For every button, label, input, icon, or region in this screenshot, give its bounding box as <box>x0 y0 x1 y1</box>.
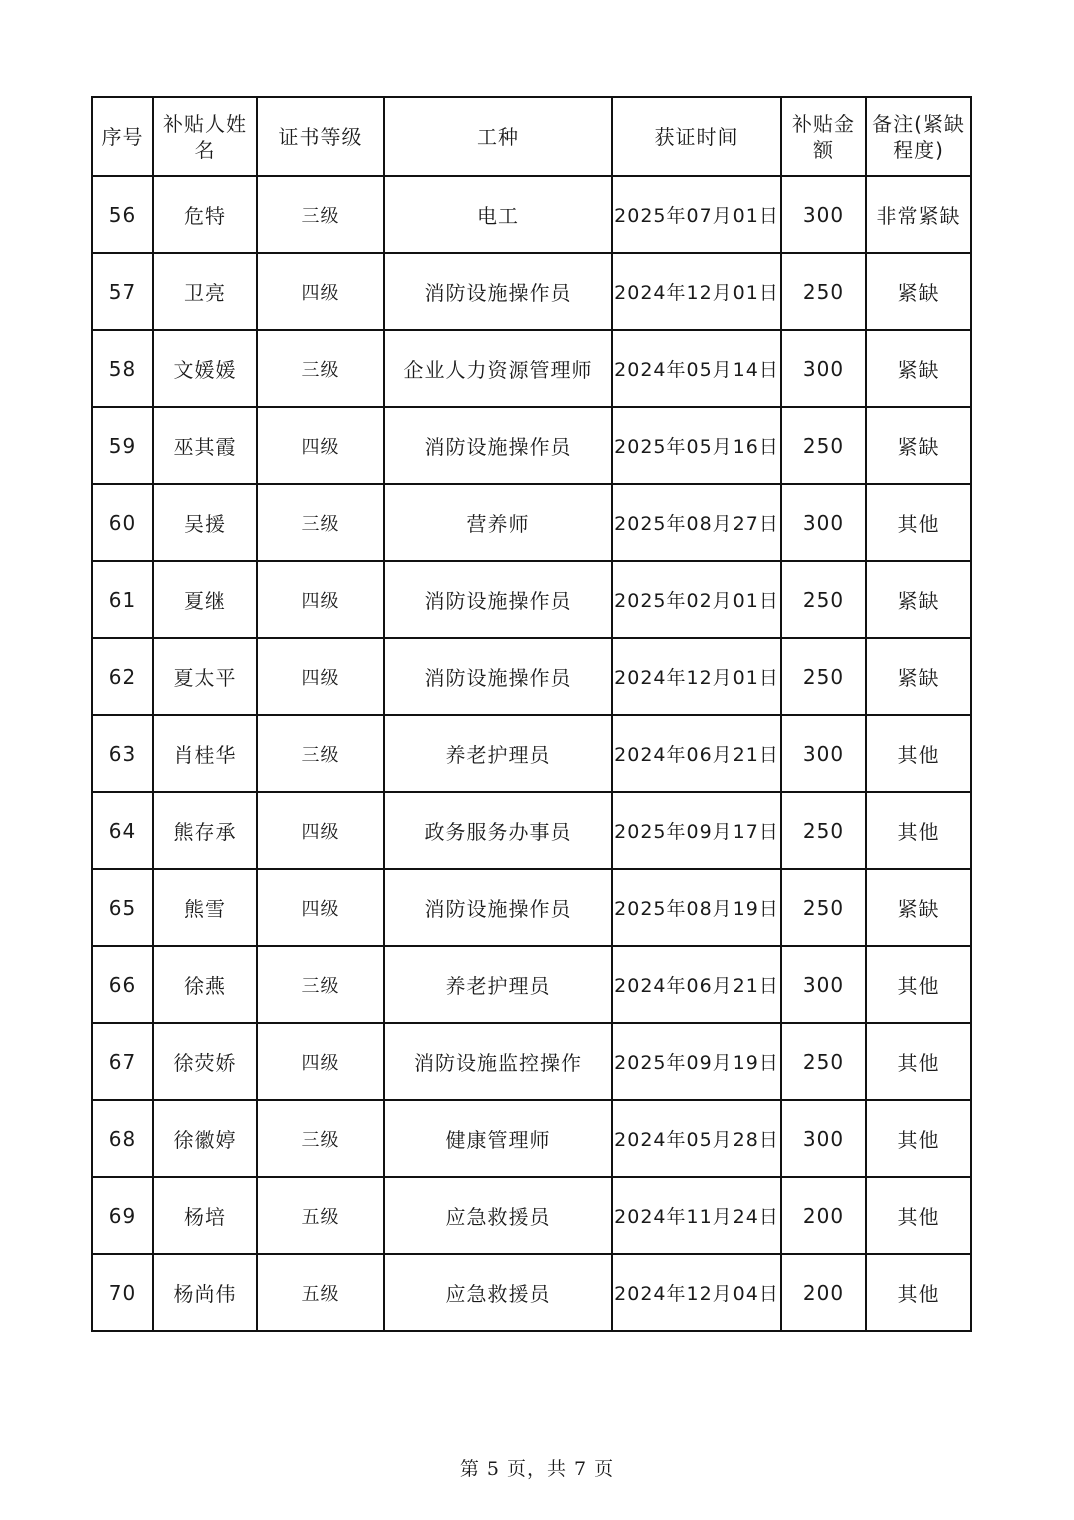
table-row <box>92 407 971 484</box>
cell-amount: 300 <box>781 484 866 561</box>
cell-trade: 消防设施操作员 <box>384 638 612 715</box>
table-row <box>92 561 971 638</box>
cell-date: 2025年07月01日 <box>612 176 781 253</box>
header-amount: 补贴金额 <box>781 97 866 176</box>
table-row <box>92 1177 971 1254</box>
header-date: 获证时间 <box>612 97 781 176</box>
table-row <box>92 253 971 330</box>
cell-note: 其他 <box>866 946 971 1023</box>
cell-note: 紧缺 <box>866 869 971 946</box>
cell-no: 61 <box>92 561 153 638</box>
table-row <box>92 1254 971 1331</box>
table-row <box>92 1100 971 1177</box>
cell-trade: 健康管理师 <box>384 1100 612 1177</box>
subsidy-table <box>91 96 972 1332</box>
table-row <box>92 715 971 792</box>
cell-no: 63 <box>92 715 153 792</box>
header-name: 补贴人姓名 <box>153 97 257 176</box>
table-header-row <box>92 97 971 176</box>
cell-note: 非常紧缺 <box>866 176 971 253</box>
cell-name: 杨培 <box>153 1177 257 1254</box>
cell-grade: 四级 <box>257 792 384 869</box>
cell-name: 卫亮 <box>153 253 257 330</box>
cell-note: 其他 <box>866 1177 971 1254</box>
cell-amount: 250 <box>781 792 866 869</box>
cell-amount: 300 <box>781 176 866 253</box>
cell-grade: 四级 <box>257 407 384 484</box>
cell-amount: 250 <box>781 869 866 946</box>
cell-date: 2024年05月28日 <box>612 1100 781 1177</box>
cell-note: 其他 <box>866 1023 971 1100</box>
cell-date: 2024年05月14日 <box>612 330 781 407</box>
page-footer: 第 5 页，共 7 页 <box>459 1458 615 1480</box>
cell-trade: 养老护理员 <box>384 946 612 1023</box>
cell-date: 2025年08月19日 <box>612 869 781 946</box>
cell-no: 69 <box>92 1177 153 1254</box>
cell-no: 68 <box>92 1100 153 1177</box>
cell-note: 紧缺 <box>866 638 971 715</box>
cell-grade: 三级 <box>257 330 384 407</box>
cell-trade: 消防设施操作员 <box>384 407 612 484</box>
cell-date: 2025年08月27日 <box>612 484 781 561</box>
table-row <box>92 176 971 253</box>
cell-grade: 三级 <box>257 484 384 561</box>
cell-trade: 营养师 <box>384 484 612 561</box>
cell-date: 2024年11月24日 <box>612 1177 781 1254</box>
cell-note: 其他 <box>866 1100 971 1177</box>
cell-name: 熊雪 <box>153 869 257 946</box>
cell-amount: 300 <box>781 715 866 792</box>
cell-trade: 应急救援员 <box>384 1177 612 1254</box>
table-body <box>92 176 971 1331</box>
cell-amount: 250 <box>781 253 866 330</box>
cell-trade: 政务服务办事员 <box>384 792 612 869</box>
cell-name: 徐徽婷 <box>153 1100 257 1177</box>
cell-grade: 四级 <box>257 1023 384 1100</box>
header-grade: 证书等级 <box>257 97 384 176</box>
cell-grade: 五级 <box>257 1177 384 1254</box>
cell-no: 60 <box>92 484 153 561</box>
cell-name: 吴援 <box>153 484 257 561</box>
cell-trade: 消防设施监控操作 <box>384 1023 612 1100</box>
header-note: 备注(紧缺程度) <box>866 97 971 176</box>
cell-grade: 四级 <box>257 561 384 638</box>
cell-note: 紧缺 <box>866 407 971 484</box>
cell-date: 2025年02月01日 <box>612 561 781 638</box>
cell-grade: 四级 <box>257 253 384 330</box>
cell-no: 67 <box>92 1023 153 1100</box>
cell-trade: 企业人力资源管理师 <box>384 330 612 407</box>
cell-grade: 五级 <box>257 1254 384 1331</box>
cell-trade: 消防设施操作员 <box>384 253 612 330</box>
cell-name: 夏太平 <box>153 638 257 715</box>
cell-name: 危特 <box>153 176 257 253</box>
cell-grade: 四级 <box>257 638 384 715</box>
cell-no: 58 <box>92 330 153 407</box>
cell-amount: 300 <box>781 330 866 407</box>
cell-date: 2025年09月19日 <box>612 1023 781 1100</box>
cell-name: 肖桂华 <box>153 715 257 792</box>
cell-no: 59 <box>92 407 153 484</box>
cell-trade: 消防设施操作员 <box>384 869 612 946</box>
cell-amount: 200 <box>781 1254 866 1331</box>
table-row <box>92 946 971 1023</box>
cell-grade: 三级 <box>257 176 384 253</box>
cell-no: 62 <box>92 638 153 715</box>
cell-name: 巫其霞 <box>153 407 257 484</box>
cell-no: 65 <box>92 869 153 946</box>
cell-trade: 应急救援员 <box>384 1254 612 1331</box>
cell-amount: 250 <box>781 638 866 715</box>
table-row <box>92 1023 971 1100</box>
cell-trade: 养老护理员 <box>384 715 612 792</box>
cell-name: 夏继 <box>153 561 257 638</box>
cell-date: 2025年09月17日 <box>612 792 781 869</box>
cell-note: 其他 <box>866 484 971 561</box>
table-row <box>92 484 971 561</box>
cell-date: 2024年06月21日 <box>612 715 781 792</box>
cell-date: 2024年06月21日 <box>612 946 781 1023</box>
cell-amount: 250 <box>781 561 866 638</box>
cell-grade: 三级 <box>257 715 384 792</box>
cell-grade: 三级 <box>257 1100 384 1177</box>
cell-trade: 消防设施操作员 <box>384 561 612 638</box>
cell-note: 其他 <box>866 1254 971 1331</box>
cell-no: 70 <box>92 1254 153 1331</box>
header-trade: 工种 <box>384 97 612 176</box>
header-no: 序号 <box>92 97 153 176</box>
cell-no: 66 <box>92 946 153 1023</box>
table-row <box>92 638 971 715</box>
cell-grade: 四级 <box>257 869 384 946</box>
cell-note: 其他 <box>866 715 971 792</box>
cell-trade: 电工 <box>384 176 612 253</box>
cell-name: 熊存承 <box>153 792 257 869</box>
cell-name: 徐荧娇 <box>153 1023 257 1100</box>
cell-date: 2024年12月01日 <box>612 638 781 715</box>
cell-note: 紧缺 <box>866 561 971 638</box>
cell-note: 其他 <box>866 792 971 869</box>
cell-amount: 250 <box>781 1023 866 1100</box>
cell-no: 56 <box>92 176 153 253</box>
cell-name: 杨尚伟 <box>153 1254 257 1331</box>
cell-amount: 300 <box>781 946 866 1023</box>
cell-grade: 三级 <box>257 946 384 1023</box>
cell-name: 徐燕 <box>153 946 257 1023</box>
cell-date: 2024年12月04日 <box>612 1254 781 1331</box>
cell-date: 2025年05月16日 <box>612 407 781 484</box>
cell-name: 文媛媛 <box>153 330 257 407</box>
cell-amount: 250 <box>781 407 866 484</box>
cell-date: 2024年12月01日 <box>612 253 781 330</box>
table-row <box>92 330 971 407</box>
cell-amount: 200 <box>781 1177 866 1254</box>
cell-amount: 300 <box>781 1100 866 1177</box>
cell-note: 紧缺 <box>866 330 971 407</box>
cell-no: 57 <box>92 253 153 330</box>
cell-note: 紧缺 <box>866 253 971 330</box>
table-row <box>92 792 971 869</box>
cell-no: 64 <box>92 792 153 869</box>
table-row <box>92 869 971 946</box>
